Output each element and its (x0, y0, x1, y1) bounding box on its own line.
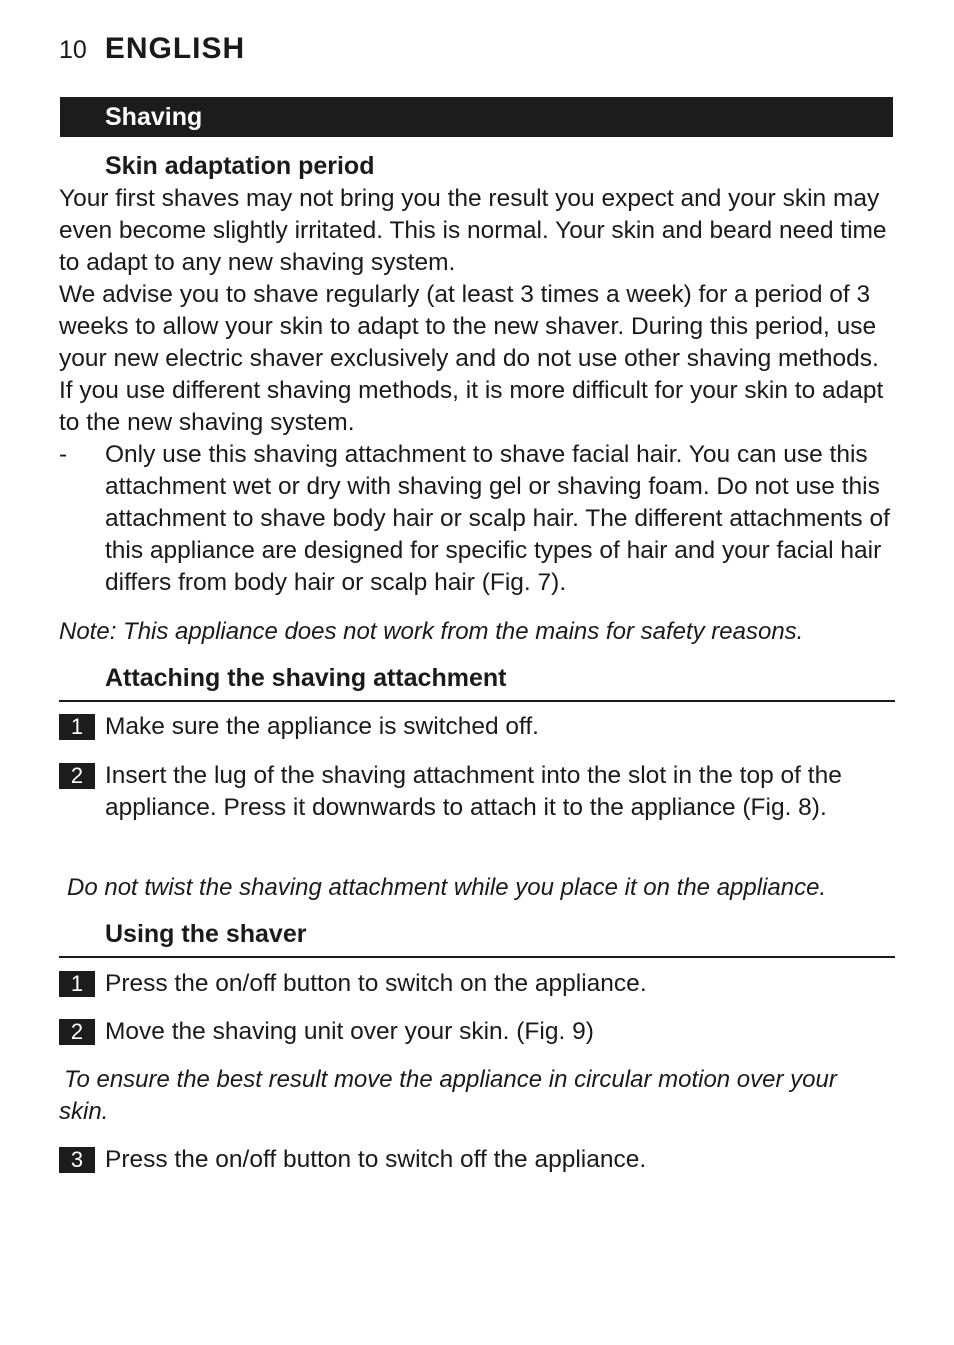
step-number-badge: 1 (59, 714, 95, 740)
attaching-note: Do not twist the shaving attachment while you place it on the appliance. (67, 874, 827, 901)
step-text: Insert the lug of the shaving attachment into the slot in the top of the appliance. Press it downwards to attach it to the appliance (Fig. 8). (105, 762, 842, 821)
using-heading-block (59, 916, 895, 958)
step-number-badge: 3 (59, 1147, 95, 1173)
step-text: Move the shaving unit over your skin. (Fig. 9) (105, 1018, 594, 1045)
section-title-bar (60, 97, 893, 137)
page-header (59, 32, 245, 76)
bullet-marker: - (59, 441, 68, 468)
using-step-1 (59, 968, 899, 1000)
step-text: Make sure the appliance is switched off. (105, 713, 539, 740)
language-title: ENGLISH (104, 32, 246, 65)
attaching-heading: Attaching the shaving attachment (105, 664, 507, 692)
bullet-text: Only use this shaving attachment to shave facial hair. You can use this attachment wet or dry with shaving gel or shaving foam. Do not use this attachment to shave body hair or scalp hair. The different attachments of this appliance are designed for specific types of hair and your facial hair differs from body hair or scalp hair (Fig. 7). (105, 441, 890, 596)
attaching-heading-block (59, 660, 895, 702)
section-title: Shaving (105, 103, 203, 131)
using-note: To ensure the best result move the appliance in circular motion over your skin. (59, 1066, 837, 1125)
using-step-2 (59, 1016, 899, 1048)
using-step-3 (59, 1144, 899, 1176)
skin-adaptation-paragraph-2: We advise you to shave regularly (at least 3 times a week) for a period of 3 weeks to allow your skin to adapt to the new shaver. During this period, use your new electric shaver exclusively and do not use other shaving methods. If you use different shaving methods, it is more difficult for your skin to adapt to the new shaving system. (59, 281, 884, 436)
attaching-step-1 (59, 711, 899, 743)
bullet-item (59, 439, 899, 599)
safety-note: Note: This appliance does not work from the mains for safety reasons. (59, 618, 804, 645)
step-text: Press the on/off button to switch on the appliance. (105, 970, 647, 997)
step-text: Press the on/off button to switch off the appliance. (105, 1146, 647, 1173)
step-number-badge: 2 (59, 763, 95, 789)
page-number: 10 (59, 36, 87, 64)
skin-adaptation-heading: Skin adaptation period (105, 152, 375, 180)
step-number-badge: 1 (59, 971, 95, 997)
attaching-step-2 (59, 760, 899, 856)
using-heading: Using the shaver (105, 920, 307, 948)
skin-adaptation-paragraph-1: Your first shaves may not bring you the result you expect and your skin may even become slightly irritated. This is normal. Your skin and beard need time to adapt to any new shaving system. (59, 185, 887, 276)
step-number-badge: 2 (59, 1019, 95, 1045)
